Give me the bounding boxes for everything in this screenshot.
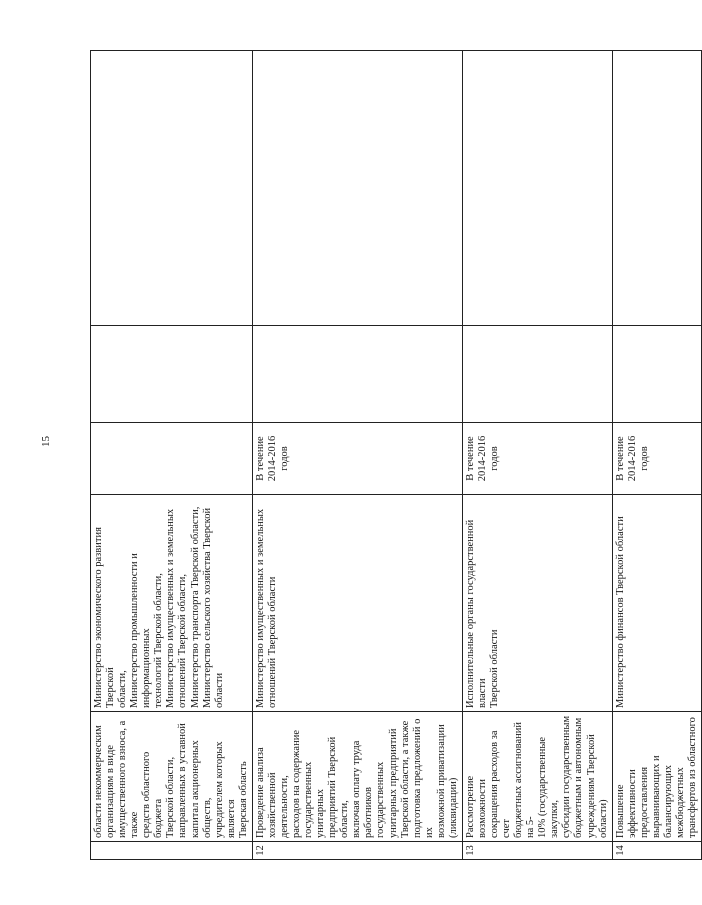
rotated-table-container xyxy=(90,50,698,860)
empty-cell xyxy=(252,51,462,326)
table-row xyxy=(91,51,253,860)
empty-cell xyxy=(612,51,701,326)
row-number-cell: 13 xyxy=(462,842,612,860)
responsible-cell: Министерство имущественных и земельных отношений Тверской области xyxy=(252,495,462,712)
row-number-cell xyxy=(91,842,253,860)
empty-cell xyxy=(612,326,701,423)
term-cell: В течение 2014-2016 годов xyxy=(612,423,701,495)
table-row xyxy=(462,51,612,860)
measure-name-cell: Повышение эффективности предоставления выравнивающих и балансирующих межбюджетных трансфертов из областного xyxy=(612,712,701,842)
empty-cell xyxy=(252,326,462,423)
measure-name-cell: области некоммерческим организациям в виде имущественного взноса, а также средств областного бюджета Тверской области, направленных в уставной капитал акционерных обществ, учредителем которых является Тверская область xyxy=(91,712,253,842)
responsible-cell: Министерство экономического развития Тверской области, Министерство промышленности и информационных технологий Тверской области, Министерство имущественных и земельных отношений Тверской области, Министерство транспорта Тверской области, Министерство сельского хозяйства Тверской области xyxy=(91,495,253,712)
term-cell: В течение 2014-2016 годов xyxy=(252,423,462,495)
measures-table xyxy=(90,50,702,860)
row-number-cell: 14 xyxy=(612,842,701,860)
table-row xyxy=(252,51,462,860)
empty-cell xyxy=(462,51,612,326)
page-number: 15 xyxy=(40,436,52,447)
empty-cell xyxy=(91,326,253,423)
responsible-cell: Исполнительные органы государственной власти Тверской области xyxy=(462,495,612,712)
responsible-cell: Министерство финансов Тверской области xyxy=(612,495,701,712)
measure-name-cell: Рассмотрение возможности сокращения расходов за счет бюджетных ассигнований на 5- 10% (государственные закупки, субсидии государственным бюджетным и автономным учреждениям Тверской области) xyxy=(462,712,612,842)
empty-cell xyxy=(91,51,253,326)
term-cell: В течение 2014-2016 годов xyxy=(462,423,612,495)
table-row xyxy=(612,51,701,860)
term-cell xyxy=(91,423,253,495)
row-number-cell: 12 xyxy=(252,842,462,860)
measure-name-cell: Проведение анализа хозяйственной деятельности, расходов на содержание государственных унитарных предприятий Тверской области, включая оплату труда работников государственных унитарных предприятий Тверской области, а также подготовка предложений о их возможной приватизации (ликвидации) xyxy=(252,712,462,842)
empty-cell xyxy=(462,326,612,423)
